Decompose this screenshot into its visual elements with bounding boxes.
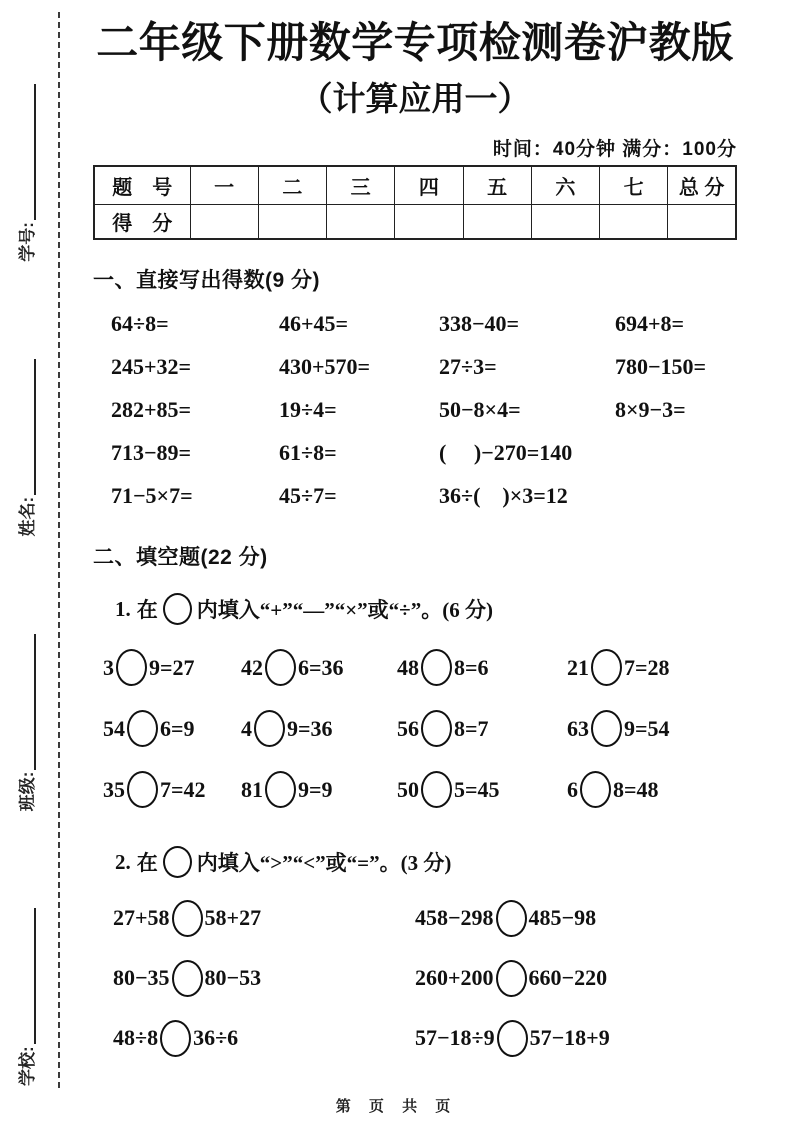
circle-blank-icon [421, 771, 452, 808]
equation-right-part: 8=7 [454, 715, 489, 741]
score-table-column-header: 总 分 [668, 166, 736, 205]
fill-equation [103, 637, 241, 698]
equation: 245+32= [111, 353, 192, 379]
circle-blank-icon [421, 649, 452, 686]
score-table-header-row [94, 166, 736, 205]
equation: 64÷8= [111, 310, 169, 336]
equation [615, 474, 737, 517]
question-2-items [93, 888, 737, 1068]
equation-left-part: 260+200 [415, 965, 494, 991]
equation: 694+8= [615, 310, 685, 336]
circle-blank-icon [421, 710, 452, 747]
question-1-prompt [93, 593, 737, 625]
student-info-label: 学校: [17, 1046, 37, 1086]
equation: 338−40= [439, 310, 520, 336]
question-2-text-after: 内填入“>”“<”或“=”。(3 分) [196, 851, 452, 876]
page-title: 二年级下册数学专项检测卷沪教版 [96, 19, 734, 66]
equation-right-part: 5=45 [454, 776, 500, 802]
student-info-label: 姓名: [17, 496, 37, 537]
fill-equation [415, 948, 737, 1008]
question-2-number: 2. [115, 849, 131, 874]
score-table-empty-cell [395, 205, 463, 240]
circle-blank-icon [591, 649, 622, 686]
student-info-field [19, 84, 36, 262]
circle-blank-icon [265, 771, 296, 808]
fill-equation [113, 888, 415, 948]
equation-left-part: 48÷8 [113, 1025, 159, 1051]
student-info-label: 学号: [17, 222, 37, 262]
student-info-blank-line [19, 634, 36, 770]
question-1-text-after: 内填入“+”“—”“×”或“÷”。(6 分) [196, 598, 493, 623]
student-info-blank-line [19, 84, 36, 220]
paper-body [93, 0, 737, 1068]
student-info-sidebar [3, 80, 51, 1090]
score-table-empty-cell [327, 205, 395, 240]
equation-right-part: 8=6 [454, 654, 489, 680]
circle-blank-icon [172, 960, 203, 997]
question-1-number: 1. [115, 596, 131, 621]
student-info-field [19, 634, 36, 812]
score-table-corner-label: 题 号 [94, 166, 190, 205]
equation-left-part: 50 [397, 776, 419, 802]
fill-equation [397, 637, 567, 698]
fill-equation [397, 698, 567, 759]
score-table-column-header: 四 [395, 166, 463, 205]
equation-right-part: 9=9 [298, 776, 333, 802]
equation: 61÷8= [279, 439, 337, 465]
circle-blank-icon [163, 846, 192, 878]
equation: 282+85= [111, 396, 192, 422]
score-table-empty-cell [258, 205, 326, 240]
equation-left-part: 35 [103, 776, 125, 802]
score-table-column-header: 六 [531, 166, 599, 205]
score-table-empty-cell [600, 205, 668, 240]
equation-right-part: 6=36 [298, 654, 344, 680]
equation-right-part: 58+27 [204, 905, 262, 931]
fill-equation [415, 1008, 737, 1068]
equation-left-part: 27+58 [113, 905, 170, 931]
score-table-empty-cell [668, 205, 736, 240]
circle-blank-icon [172, 900, 203, 937]
equation-left-part: 6 [567, 776, 578, 802]
equation-left-part: 80−35 [113, 965, 170, 991]
equation: 71−5×7= [111, 482, 193, 508]
fill-equation [113, 948, 415, 1008]
question-1-text-before: 在 [136, 598, 158, 623]
equation-left-part: 21 [567, 654, 589, 680]
circle-blank-icon [254, 710, 285, 747]
circle-blank-icon [163, 593, 192, 625]
circle-blank-icon [127, 710, 158, 747]
score-table [93, 165, 737, 240]
score-table-empty-cell [463, 205, 531, 240]
section-two-heading: 二、填空题(22 分) [93, 546, 268, 570]
circle-blank-icon [265, 649, 296, 686]
time-score-info: 时间：40分钟 满分：100分 [492, 139, 737, 161]
fill-equation [567, 759, 737, 820]
fill-equation [103, 698, 241, 759]
equation-right-part: 8=48 [613, 776, 659, 802]
equation: 8×9−3= [615, 396, 686, 422]
fill-equation [113, 1008, 415, 1068]
equation-right-part: 660−220 [528, 965, 608, 991]
equation-right-part: 485−98 [528, 905, 597, 931]
equation-right-part: 7=28 [624, 654, 670, 680]
question-1-items [93, 637, 737, 820]
seal-dashed-line [58, 12, 60, 1088]
equation-left-part: 42 [241, 654, 263, 680]
score-table-score-label: 得 分 [94, 205, 190, 240]
section-one-equations [93, 302, 737, 517]
fill-equation [567, 698, 737, 759]
fill-equation [241, 698, 397, 759]
equation-left-part: 54 [103, 715, 125, 741]
equation: 780−150= [615, 353, 707, 379]
score-table-empty-cell [531, 205, 599, 240]
equation: 430+570= [279, 353, 371, 379]
equation-left-part: 458−298 [415, 905, 494, 931]
score-table-empty-cell [190, 205, 258, 240]
equation-left-part: 57−18÷9 [415, 1025, 495, 1051]
circle-blank-icon [580, 771, 611, 808]
page-subtitle: （计算应用一） [299, 79, 531, 117]
equation: 713−89= [111, 439, 192, 465]
equation: 19÷4= [279, 396, 337, 422]
equation: 36÷( )×3=12 [439, 482, 568, 508]
equation [615, 431, 737, 474]
circle-blank-icon [116, 649, 147, 686]
equation-right-part: 9=36 [287, 715, 333, 741]
question-2-prompt [93, 846, 737, 878]
question-2-text-before: 在 [136, 851, 158, 876]
circle-blank-icon [496, 900, 527, 937]
equation-right-part: 9=54 [624, 715, 670, 741]
student-info-label: 班级: [17, 771, 37, 812]
equation-right-part: 57−18+9 [529, 1025, 610, 1051]
equation-right-part: 6=9 [160, 715, 195, 741]
equation-left-part: 56 [397, 715, 419, 741]
equation: 27÷3= [439, 353, 497, 379]
score-table-score-row [94, 205, 736, 240]
equation: 45÷7= [279, 482, 337, 508]
circle-blank-icon [591, 710, 622, 747]
equation-right-part: 80−53 [204, 965, 262, 991]
fill-equation [415, 888, 737, 948]
equation: 50−8×4= [439, 396, 521, 422]
equation-left-part: 81 [241, 776, 263, 802]
equation-left-part: 4 [241, 715, 252, 741]
equation-left-part: 63 [567, 715, 589, 741]
circle-blank-icon [496, 960, 527, 997]
equation-left-part: 48 [397, 654, 419, 680]
equation: ( )−270=140 [439, 439, 573, 465]
score-table-column-header: 五 [463, 166, 531, 205]
student-info-field [19, 359, 36, 537]
score-table-column-header: 三 [327, 166, 395, 205]
equation-left-part: 3 [103, 654, 114, 680]
circle-blank-icon [160, 1020, 191, 1057]
fill-equation [241, 759, 397, 820]
student-info-blank-line [19, 908, 36, 1044]
fill-equation [567, 637, 737, 698]
circle-blank-icon [127, 771, 158, 808]
equation-right-part: 36÷6 [193, 1025, 239, 1051]
fill-equation [397, 759, 567, 820]
score-table-column-header: 一 [190, 166, 258, 205]
page-footer: 第 页 共 页 [335, 1098, 458, 1115]
fill-equation [103, 759, 241, 820]
equation-right-part: 7=42 [160, 776, 206, 802]
score-table-column-header: 二 [258, 166, 326, 205]
student-info-field [19, 908, 36, 1086]
student-info-blank-line [19, 359, 36, 495]
equation: 46+45= [279, 310, 349, 336]
score-table-column-header: 七 [600, 166, 668, 205]
equation-right-part: 9=27 [149, 654, 195, 680]
fill-equation [241, 637, 397, 698]
section-one-heading: 一、直接写出得数(9 分) [93, 269, 320, 293]
circle-blank-icon [497, 1020, 528, 1057]
